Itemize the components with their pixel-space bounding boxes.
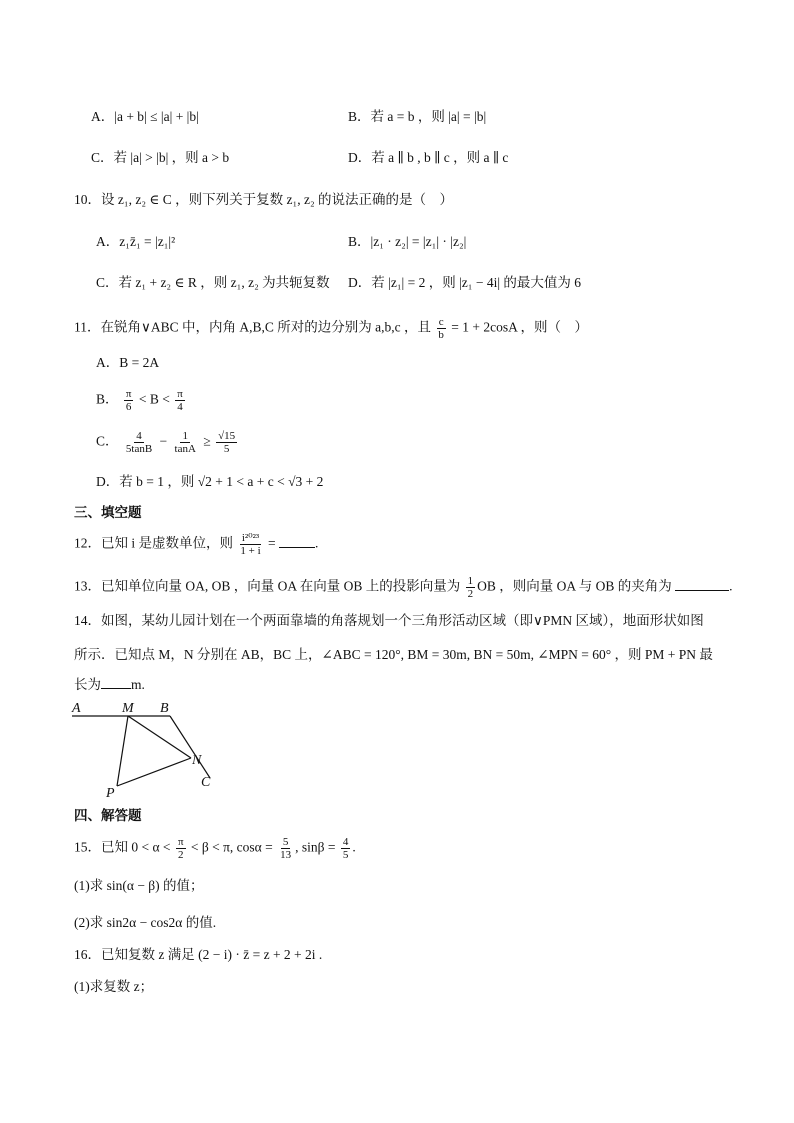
point-label-p: P [106,786,115,800]
fraction-numerator: c [438,316,444,328]
q11-stem-fraction [436,316,446,341]
q12-end: . [315,535,319,551]
fraction-numerator: π [177,388,183,400]
section-heading-fill-in: 三、填空题 [74,505,142,520]
fraction [238,532,262,557]
q15-pre: 15．已知 0 < α < [74,839,171,855]
fraction-denominator: 4 [177,401,183,413]
fraction [124,388,134,413]
fraction-denominator: 5tanB [125,443,153,455]
point-label-c: C [201,775,211,790]
q15-mid-2: , sinβ = [295,839,336,855]
point-label-n: N [192,753,202,768]
q16-part-1: (1)求复数 z； [74,979,154,994]
wall-bc [170,716,210,778]
triangle-figure [70,700,220,800]
q16-stem: 16．已知复数 z 满足 (2 − i) · z̄ = z + 2 + 2i . [74,947,323,962]
q9-option-b: B．若 a = b ，则 |a| = |b| [348,109,487,124]
q14-line-3-post: m. [131,677,145,692]
q12-post: = [268,535,276,551]
fraction-numerator: 4 [342,836,349,848]
section-heading-solutions: 四、解答题 [74,808,142,823]
fraction [176,836,186,861]
q13-mid: OB ，则向量 OA 与 OB 的夹角为 [477,578,672,594]
q14-line-1: 14．如图，某幼儿园计划在一个两面靠墙的角落规划一个三角形活动区域（即∨PMN 区域），地面形状如图 [74,613,704,628]
point-label-b: B [160,701,169,716]
segment-mp [117,716,128,786]
fraction [175,388,185,413]
fraction [124,430,154,455]
fraction-numerator: 1 [182,430,188,442]
fraction-denominator: 5 [223,443,230,455]
fraction-numerator: i²⁰²³ [241,532,260,544]
q13 [74,575,733,600]
ge-sign: ≥ [203,433,211,449]
q14-line-3-pre: 长为 [74,677,101,692]
q9-option-c: C．若 |a| > |b| ，则 a > b [91,150,230,165]
q11-stem-post: = 1 + 2cosA ，则（ ） [451,319,588,335]
fraction-denominator: 1 + i [240,545,261,557]
q11-option-b [96,388,187,413]
option-label: B． [96,391,119,407]
q15-part-2: (2)求 sin2α − cos2α 的值. [74,915,217,930]
q15-end: . [352,839,356,855]
fraction-denominator: 2 [177,849,184,861]
q10-option-a: A．z₁z̄₁ = |z₁|² [96,234,176,249]
fraction-denominator: 2 [467,588,474,600]
fraction-denominator: 5 [342,849,349,861]
fraction-numerator: 1 [467,575,474,587]
answer-blank[interactable] [279,535,315,548]
fraction [466,575,476,600]
q11-option-d: D．若 b = 1 ，则 √2 + 1 < a + c < √3 + 2 [96,474,324,489]
point-label-a: A [72,701,81,716]
segment-mn [128,716,191,758]
minus-sign: − [159,433,168,449]
fraction-numerator: √15 [218,430,236,442]
q12-pre: 12．已知 i 是虚数单位，则 [74,535,234,551]
fraction [341,836,351,861]
q10-option-d: D．若 |z₁| = 2 ，则 |z₁ − 4i| 的最大值为 6 [348,275,582,290]
fraction-denominator: tanA [174,443,196,455]
fraction-numerator: 5 [282,836,289,848]
fraction-denominator: 13 [280,849,292,861]
fraction-numerator: π [177,836,184,848]
q15-stem [74,836,356,861]
answer-blank[interactable] [101,676,131,689]
fraction [173,430,198,455]
fraction-denominator: b [438,329,444,341]
fraction-numerator: 4 [136,430,142,442]
point-label-m: M [122,701,134,716]
q9-option-d: D．若 a ∥ b , b ∥ c ，则 a ∥ c [348,150,509,165]
q14-line-3 [74,676,145,694]
fraction [278,836,293,861]
q11-stem-pre: 11．在锐角∨ABC 中，内角 A,B,C 所对的边分别为 a,b,c ，且 [74,319,432,335]
q13-pre: 13．已知单位向量 OA, OB ，向量 OA 在向量 OB 上的投影向量为 [74,578,461,594]
fraction [216,430,237,455]
inequality-text: < B < [138,391,170,407]
q14-line-2: 所示．已知点 M，N 分别在 AB，BC 上，∠ABC = 120°, BM = 30m, BN = 50m, ∠MPN = 60° ，则 PM + PN 最 [74,647,713,662]
q11-stem [74,316,588,341]
fraction-numerator: π [125,388,132,400]
q13-end: . [729,578,733,594]
fraction-denominator: 6 [125,401,132,413]
option-label: C． [96,433,119,449]
q15-mid-1: < β < π, cosα = [190,839,273,855]
q11-option-c [96,430,239,455]
answer-blank[interactable] [675,578,729,591]
q10-stem: 10．设 z₁, z₂ ∈ C ，则下列关于复数 z₁, z₂ 的说法正确的是（ ） [74,192,454,207]
segment-pn [117,758,191,786]
q10-option-b: B．|z₁ · z₂| = |z₁| · |z₂| [348,234,467,249]
q12 [74,532,318,557]
q15-part-1: (1)求 sin(α − β) 的值； [74,878,204,893]
q11-option-a: A．B = 2A [96,355,160,370]
q9-option-a: A．|a + b| ≤ |a| + |b| [91,109,199,124]
q10-option-c: C．若 z₁ + z₂ ∈ R ，则 z₁, z₂ 为共轭复数 [96,275,330,290]
